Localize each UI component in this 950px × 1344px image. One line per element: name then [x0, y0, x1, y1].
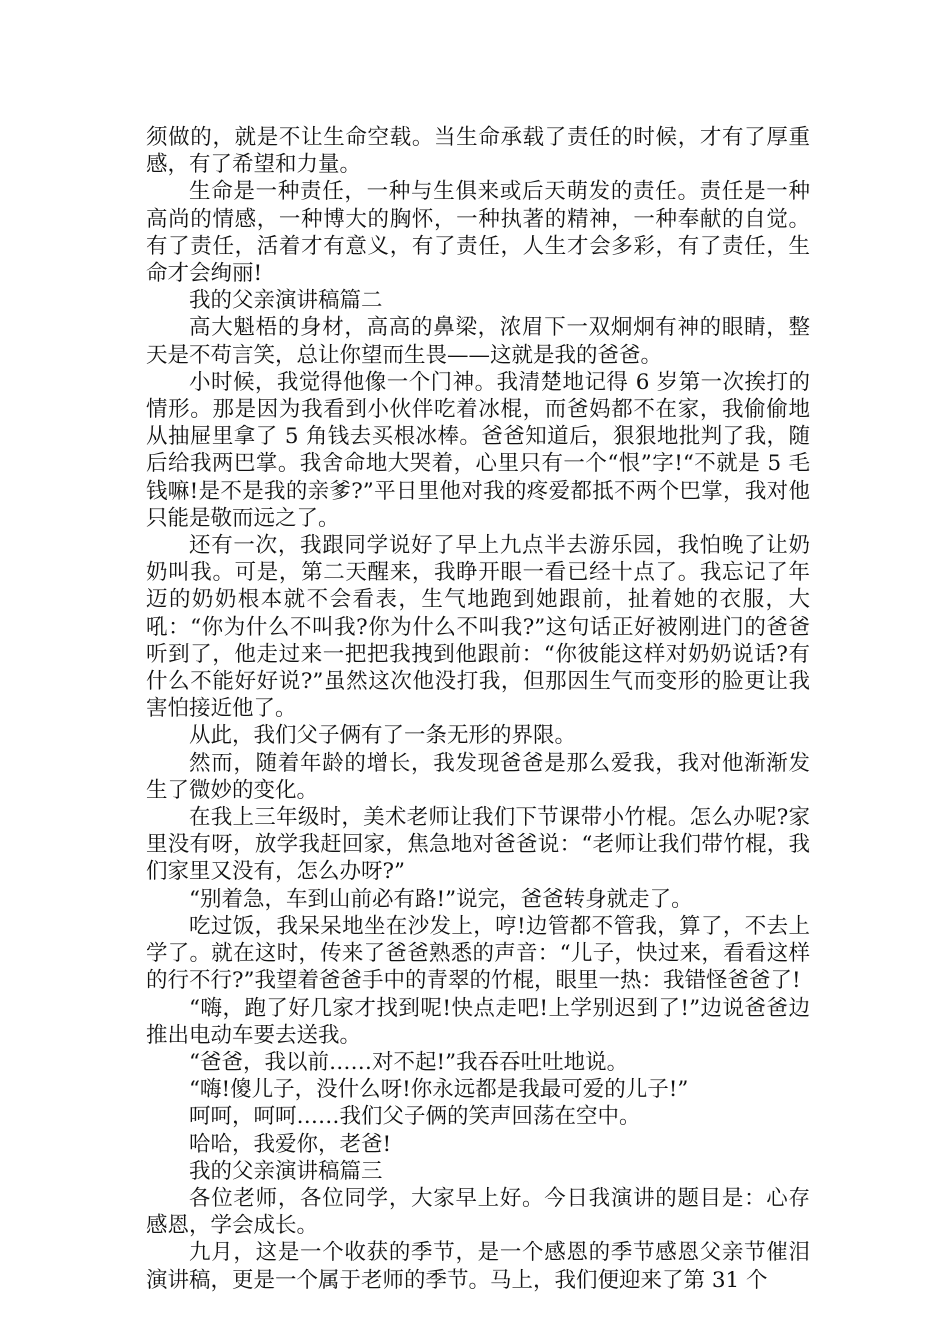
paragraph: 哈哈，我爱你，老爸!: [189, 1131, 392, 1157]
section-heading: 我的父亲演讲稿篇二: [189, 288, 383, 314]
paragraph: 从此，我们父子俩有了一条无形的界限。: [189, 723, 577, 749]
paragraph: 九月，这是一个收获的季节，是一个感恩的季节感恩父亲节催泪演讲稿，更是一个属于老师的季节。马上，我们便迎来了第 31 个: [146, 1240, 810, 1293]
section-heading: 我的父亲演讲稿篇三: [189, 1158, 383, 1184]
paragraph: “别着急，车到山前必有路!”说完，爸爸转身就走了。: [189, 886, 693, 912]
paragraph: 小时候，我觉得他像一个门神。我清楚地记得 6 岁第一次挨打的情形。那是因为我看到小伙伴吃着冰棍，而爸妈都不在家，我偷偷地从抽屉里拿了 5 角钱去买根冰棒。爸爸知道后，狠狠地批判了我，随后给我两巴掌。我舍命地大哭着，心里只有一个“恨”字!“不就是 5 毛钱嘛!是不是我的亲爹?”平日里他对我的疼爱都抵不两个巴掌，我对他只能是敬而远之了。: [146, 369, 810, 531]
paragraph: 还有一次，我跟同学说好了早上九点半去游乐园，我怕晚了让奶奶叫我。可是，第二天醒来，我睁开眼一看已经十点了。我忘记了年迈的奶奶根本就不会看表，生气地跑到她跟前，扯着她的衣服，大吼：“你为什么不叫我?你为什么不叫我?”这句话正好被刚进门的爸爸听到了，他走过来一把把我拽到他跟前：“你彼能这样对奶奶说话?有什么不能好好说?”虽然这次他没打我，但那因生气而变形的脸更让我害怕接近他了。: [146, 533, 810, 722]
document-page: [146, 124, 810, 1294]
paragraph: 各位老师，各位同学，大家早上好。今日我演讲的题目是：心存感恩，学会成长。: [146, 1185, 810, 1239]
paragraph: 生命是一种责任，一种与生俱来或后天萌发的责任。责任是一种高尚的情感，一种博大的胸怀，一种执著的精神，一种奉献的自觉。有了责任，活着才有意义，有了责任，人生才会多彩，有了责任，生命才会绚丽!: [146, 179, 810, 287]
paragraph: “嗨!傻儿子，没什么呀!你永远都是我最可爱的儿子!”: [189, 1077, 689, 1103]
paragraph: 吃过饭，我呆呆地坐在沙发上，哼!边管都不管我，算了，不去上学了。就在这时，传来了爸爸熟悉的声音：“儿子，快过来，看看这样的行不行?”我望着爸爸手中的青翠的竹棍，眼里一热：我错怪爸爸了!: [146, 913, 810, 994]
paragraph: 须做的，就是不让生命空载。当生命承载了责任的时候，才有了厚重感，有了希望和力量。: [146, 125, 810, 178]
paragraph: “嗨，跑了好几家才找到呢!快点走吧!上学别迟到了!”边说爸爸边推出电动车要去送我。: [146, 995, 810, 1048]
paragraph: “爸爸，我以前……对不起!”我吞吞吐吐地说。: [189, 1049, 629, 1075]
paragraph: 高大魁梧的身材，高高的鼻梁，浓眉下一双炯炯有神的眼睛，整天是不苟言笑，总让你望而生畏——这就是我的爸爸。: [146, 315, 810, 368]
paragraph: 在我上三年级时，美术老师让我们下节课带小竹棍。怎么办呢?家里没有呀，放学我赶回家，焦急地对爸爸说：“老师让我们带竹棍，我们家里又没有，怎么办呀?”: [146, 805, 810, 885]
paragraph: 呵呵，呵呵……我们父子俩的笑声回荡在空中。: [189, 1104, 641, 1130]
paragraph: 然而，随着年龄的增长，我发现爸爸是那么爱我，我对他渐渐发生了微妙的变化。: [146, 750, 810, 803]
